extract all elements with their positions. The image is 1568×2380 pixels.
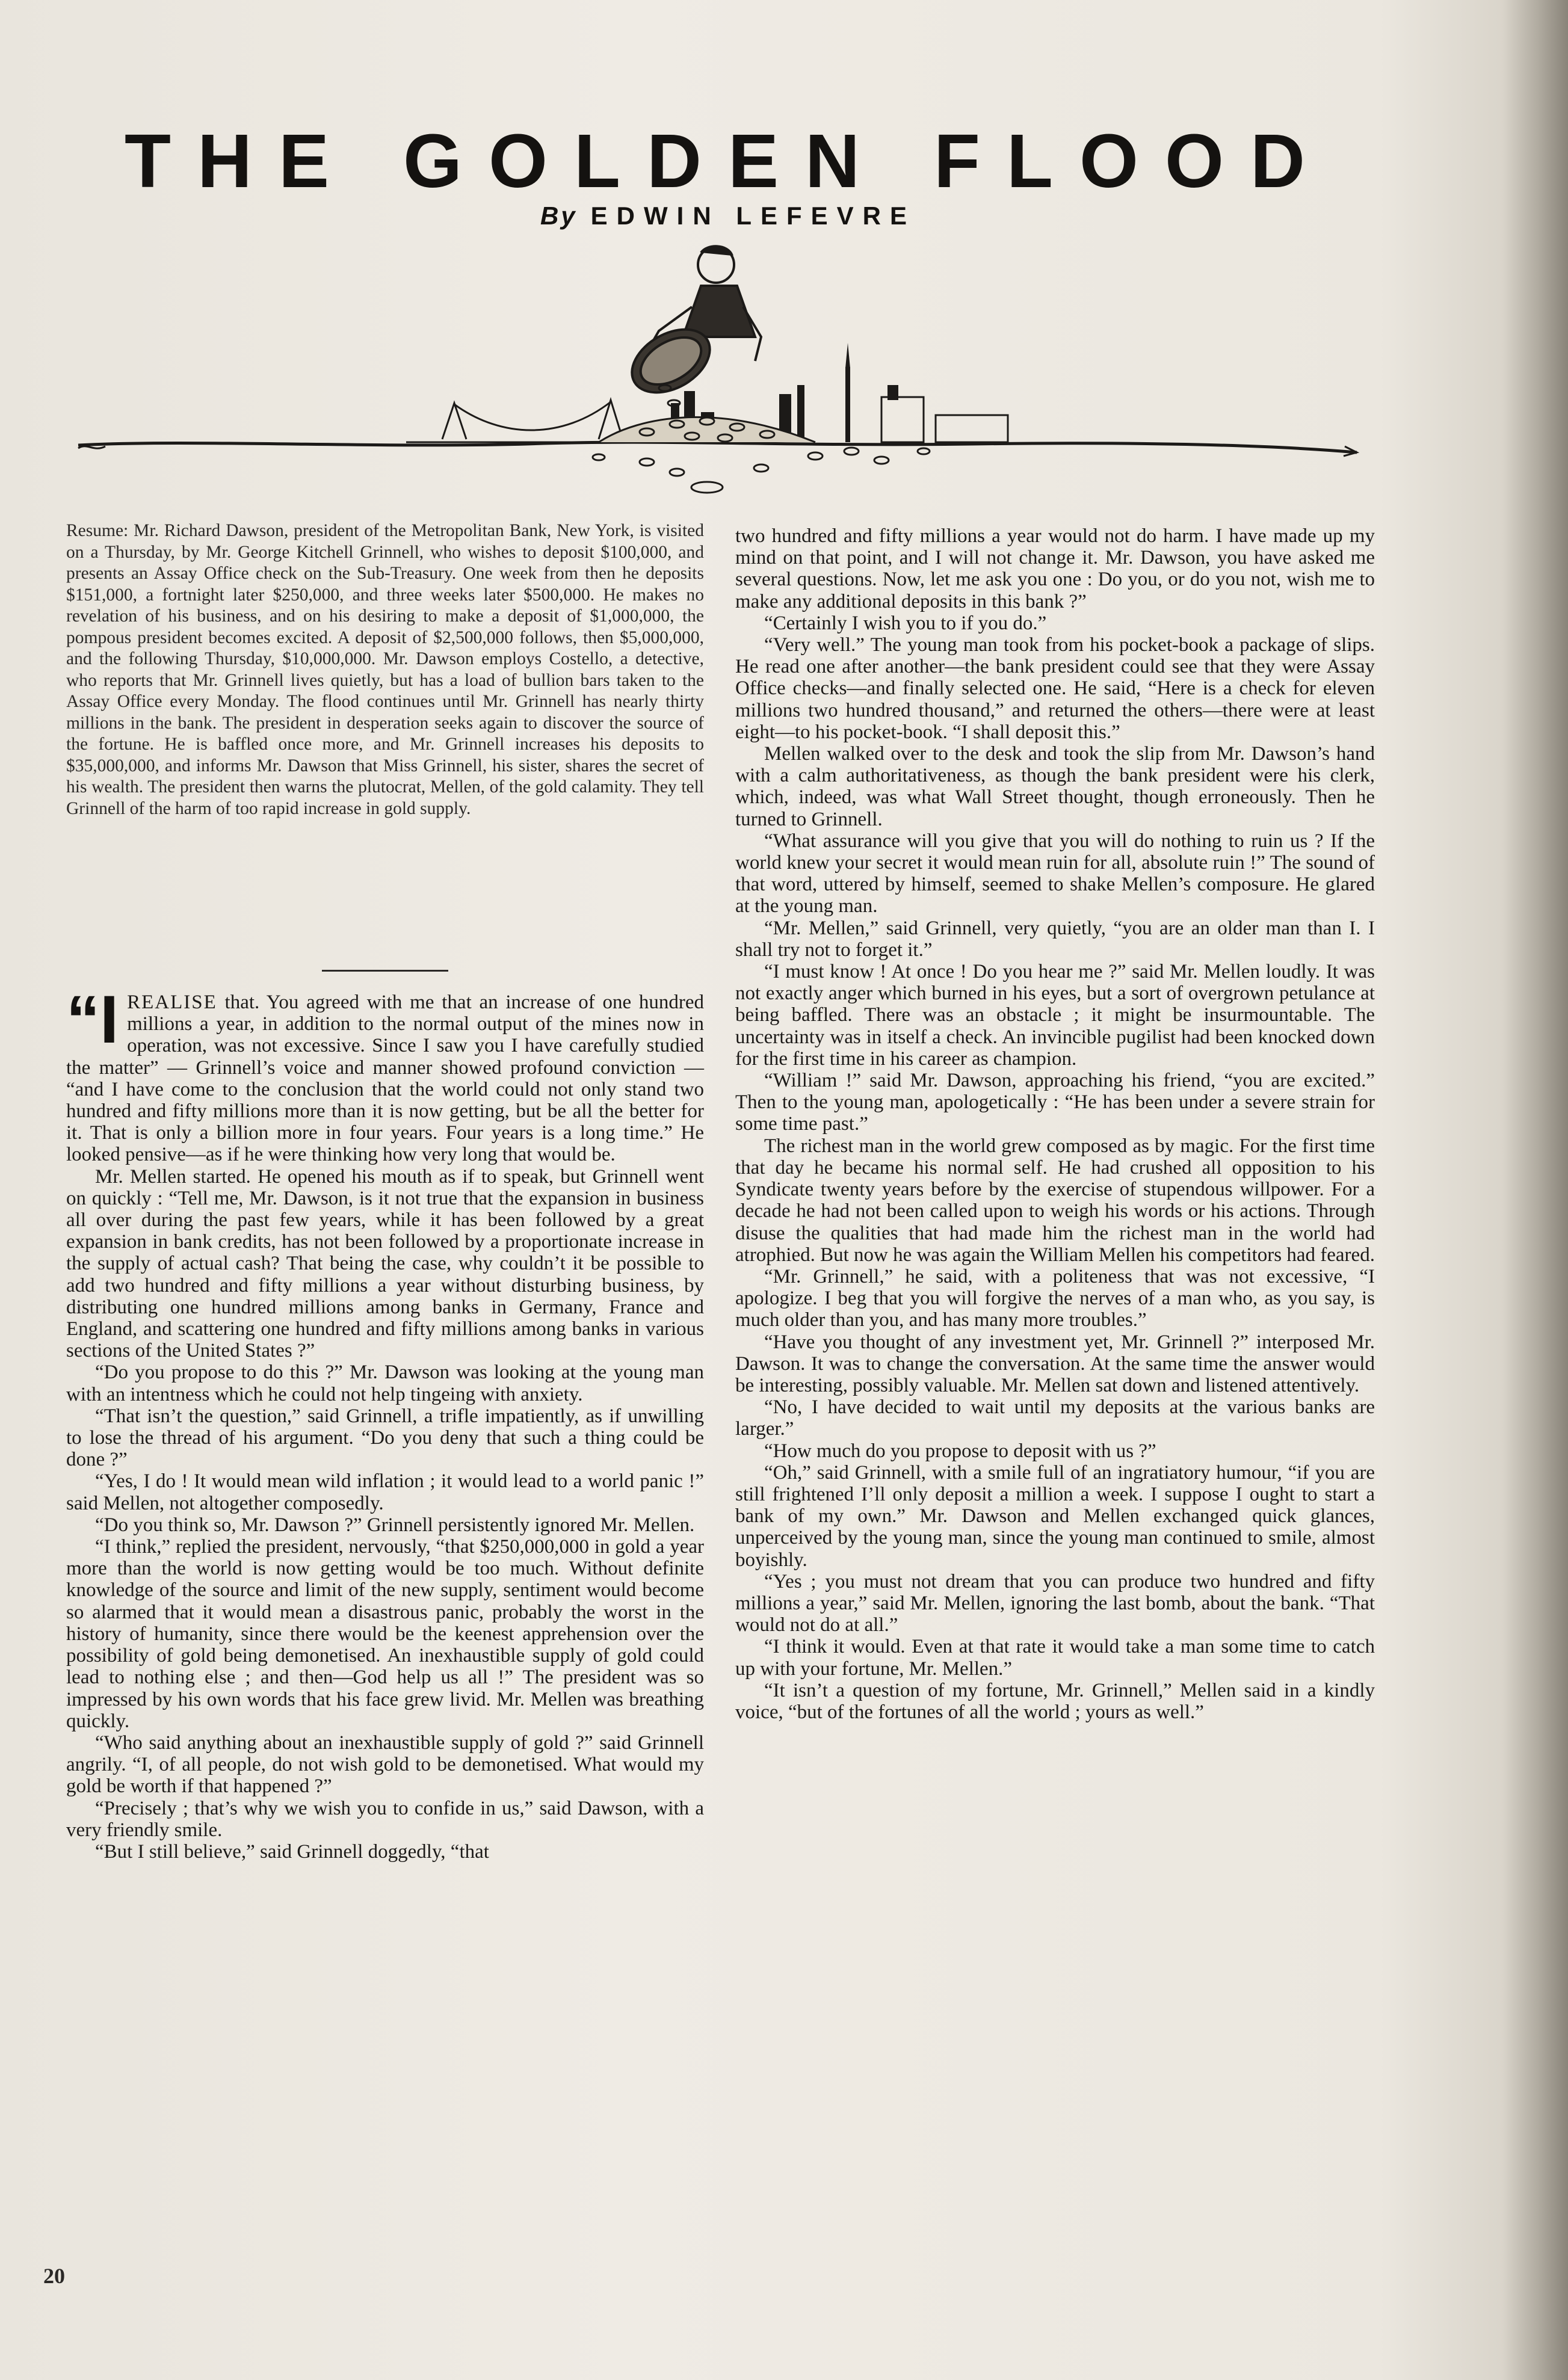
page-number: 20	[43, 2264, 65, 2288]
body-paragraph: “It isn’t a question of my fortune, Mr. Grinnell,” Mellen said in a kindly voice, “but of the fortunes of all the world ; yours as well.”	[735, 1679, 1375, 1723]
page-binding-shadow	[1502, 0, 1568, 2380]
body-paragraph: “Precisely ; that’s why we wish you to confide in us,” said Dawson, with a very friendly smile.	[66, 1797, 704, 1841]
gold-coin-pile	[593, 385, 930, 493]
article-title: THE GOLDEN FLOOD	[125, 119, 1332, 203]
opening-smallcaps: REALISE	[127, 991, 217, 1013]
opening-text: that. You agreed with me that an increase of one hundred millions a year, in addition to the normal output of the mines now in operation, was not excessive. Since I saw you I have carefully studied the matter” — Grinnell’s voice and manner showed profound conviction — “and I have come to the conclusion that the world could not only stand two hundred and fifty millions more than it is now getting, but be all the better for it. That is only a billion more in four years. Four years is a long time.” He looked pensive—as if he were thinking how very long that would be.	[66, 991, 704, 1166]
left-column-body	[66, 982, 704, 1863]
body-paragraph: “Mr. Grinnell,” he said, with a politeness that was not excessive, “I apologize. I beg that you will forgive the nerves of a man who, as you say, is much older than you, and has many more troubles.”	[735, 1265, 1375, 1331]
section-divider	[322, 970, 448, 972]
body-paragraph: “Yes, I do ! It would mean wild inflation ; it would lead to a world panic !” said Mellen, not altogether composedly.	[66, 1470, 704, 1514]
body-paragraph: “That isn’t the question,” said Grinnell, a trifle impatiently, as if unwilling to lose the thread of his argument. “Do you deny that such a thing could be done ?”	[66, 1405, 704, 1471]
body-paragraph: “What assurance will you give that you will do nothing to ruin us ? If the world knew your secret it would mean ruin for all, absolute ruin !” The sound of that word, uttered by himself, seemed to shake Mellen’s composure. He glared at the young man.	[735, 830, 1375, 917]
header-illustration	[69, 241, 1363, 511]
continued-paragraph: two hundred and fifty millions a year would not do harm. I have made up my mind on that point, and I will not change it. Mr. Dawson, you have asked me several questions. Now, let me ask you one : Do you, or do you not, wish me to make any additional deposits in this bank ?”	[735, 525, 1375, 612]
body-paragraph: “Yes ; you must not dream that you can produce two hundred and fifty millions a year,” said Mr. Mellen, ignoring the last bomb, about the bank. “That would not do at all.”	[735, 1570, 1375, 1636]
drop-cap	[66, 982, 119, 1057]
body-paragraph: The richest man in the world grew composed as by magic. For the first time that day he became his normal self. He had crushed all opposition to his Syndicate twenty years before by the exercise of stupendous willpower. For a decade he had not been called upon to weigh his words or his actions. Through disuse the qualities that had made him the richest man in the world had atrophied. But now he was again the William Mellen his competitors had feared.	[735, 1135, 1375, 1266]
opening-paragraph	[66, 982, 704, 1166]
byline	[66, 202, 1390, 230]
body-paragraph: “But I still believe,” said Grinnell doggedly, “that	[95, 1840, 489, 1863]
byline-prefix: By	[540, 202, 578, 230]
body-paragraph: Mellen walked over to the desk and took the slip from Mr. Dawson’s hand with a calm authoritativeness, as though the bank president were his clerk, which, indeed, was what Wall Street thought, though erroneously. Then he turned to Grinnell.	[735, 743, 1375, 830]
resume-summary: Resume: Mr. Richard Dawson, president of the Metropolitan Bank, New York, is visited on a Thursday, by Mr. George Kitchell Grinnell, who wishes to deposit $100,000, and presents an Assay Office check on the Sub-Treasury. One week from then he deposits $151,000, a fortnight later $250,000, and three weeks later $500,000. He makes no revelation of his business, and on his desiring to make a deposit of $1,000,000, the pompous president becomes excited. A deposit of $2,500,000 follows, then $5,000,000, and the following Thursday, $10,000,000. Mr. Dawson employs Costello, a detective, who reports that Mr. Grinnell lives quietly, but has a load of bullion bars taken to the Assay Office every Monday. The flood continues until Mr. Grinnell has nearly thirty millions in the bank. The president in desperation seeks again to discover the source of the fortune. He is baffled once more, and Mr. Grinnell increases his deposits to $35,000,000, and informs Mr. Dawson that Miss Grinnell, his sister, shares the secret of his wealth. The president then warns the plutocrat, Mellen, of the gold calamity. They tell Grinnell of the harm of too rapid increase in gold supply.	[66, 521, 704, 818]
body-paragraph: “Certainly I wish you to if you do.”	[764, 612, 1047, 634]
body-paragraph: “Who said anything about an inexhaustible supply of gold ?” said Grinnell angrily. “I, of all people, do not wish gold to be demonetised. What would my gold be worth if that happened ?”	[66, 1731, 704, 1798]
body-paragraph: “I think it would. Even at that rate it would take a man some time to catch up with your fortune, Mr. Mellen.”	[735, 1636, 1375, 1680]
body-paragraph: “I think,” replied the president, nervously, “that $250,000,000 in gold a year more than the world is now getting would be too much. Without definite knowledge of the source and limit of the new supply, sentiment would become so alarmed that it would mean a disastrous panic, probably the worst in the history of humanity, since there would be the keenest apprehension over the possibility of gold being demonetised. An inexhaustible supply of gold could lead to nothing else ; and then—God help us all !” The president was so impressed by his own words that his face grew livid. Mr. Mellen was breathing quickly.	[66, 1536, 704, 1732]
body-paragraph: “Very well.” The young man took from his pocket-book a package of slips. He read one after another—the bank president could see that they were Assay Office checks—and finally selected one. He said, “Here is a check for eleven millions two hundred thousand,” and returned the others—there were at least eight—to his pocket-book. “I shall deposit this.”	[735, 634, 1375, 743]
body-paragraph: “Oh,” said Grinnell, with a smile full of an ingratiatory humour, “if you are still frightened I’ll only deposit a million a week. I suppose I ought to start a bank of my own.” Mr. Dawson and Mellen exchanged quick glances, unperceived by the young man, since the young man continued to smile, almost boyishly.	[735, 1461, 1375, 1571]
man-pouring-gold-figure	[621, 246, 761, 405]
drop-cap-quote: “	[66, 982, 100, 1057]
body-paragraph: “Do you propose to do this ?” Mr. Dawson was looking at the young man with an intentness which he could not help tingeing with anxiety.	[66, 1361, 704, 1405]
body-paragraph: Mr. Mellen started. He opened his mouth as if to speak, but Grinnell went on quickly : “Tell me, Mr. Dawson, is it not true that the expansion in business all over during the past few years, while it has been followed by a great expansion in bank credits, has not been followed by a proportionate increase in the supply of actual cash? That being the case, why couldn’t it be possible to add two hundred and fifty millions a year without disturbing business, by distributing one hundred millions among banks in Germany, France and England, and scattering one hundred and fifty millions among banks in various sections of the United States ?”	[66, 1165, 704, 1362]
body-paragraph: “No, I have decided to wait until my deposits at the various banks are larger.”	[735, 1396, 1375, 1440]
body-paragraph: “I must know ! At once ! Do you hear me ?” said Mr. Mellen loudly. It was not exactly anger which burned in his eyes, but a sort of overgrown petulance at being baffled. There was an obstacle ; it might be insurmountable. The uncertainty was in itself a check. An invincible pugilist had been knocked down for the first time in his career as champion.	[735, 961, 1375, 1070]
right-column-body	[735, 525, 1375, 1723]
author-name: EDWIN LEFEVRE	[590, 202, 916, 230]
body-paragraph: “Mr. Mellen,” said Grinnell, very quietly, “you are an older man than I. I shall try not to forget it.”	[735, 917, 1375, 961]
body-paragraph: “Have you thought of any investment yet, Mr. Grinnell ?” interposed Mr. Dawson. It was to change the conversation. At the same time the answer would be interesting, possibly valuable. Mr. Mellen sat down and listened attentively.	[735, 1331, 1375, 1396]
drop-cap-letter: I	[100, 982, 119, 1057]
body-paragraph: “William !” said Mr. Dawson, approaching his friend, “you are excited.” Then to the young man, apologetically : “He has been under a severe strain for some time past.”	[735, 1070, 1375, 1135]
body-paragraph: “Do you think so, Mr. Dawson ?” Grinnell persistently ignored Mr. Mellen.	[95, 1514, 695, 1536]
body-paragraph: “How much do you propose to deposit with us ?”	[764, 1440, 1156, 1462]
